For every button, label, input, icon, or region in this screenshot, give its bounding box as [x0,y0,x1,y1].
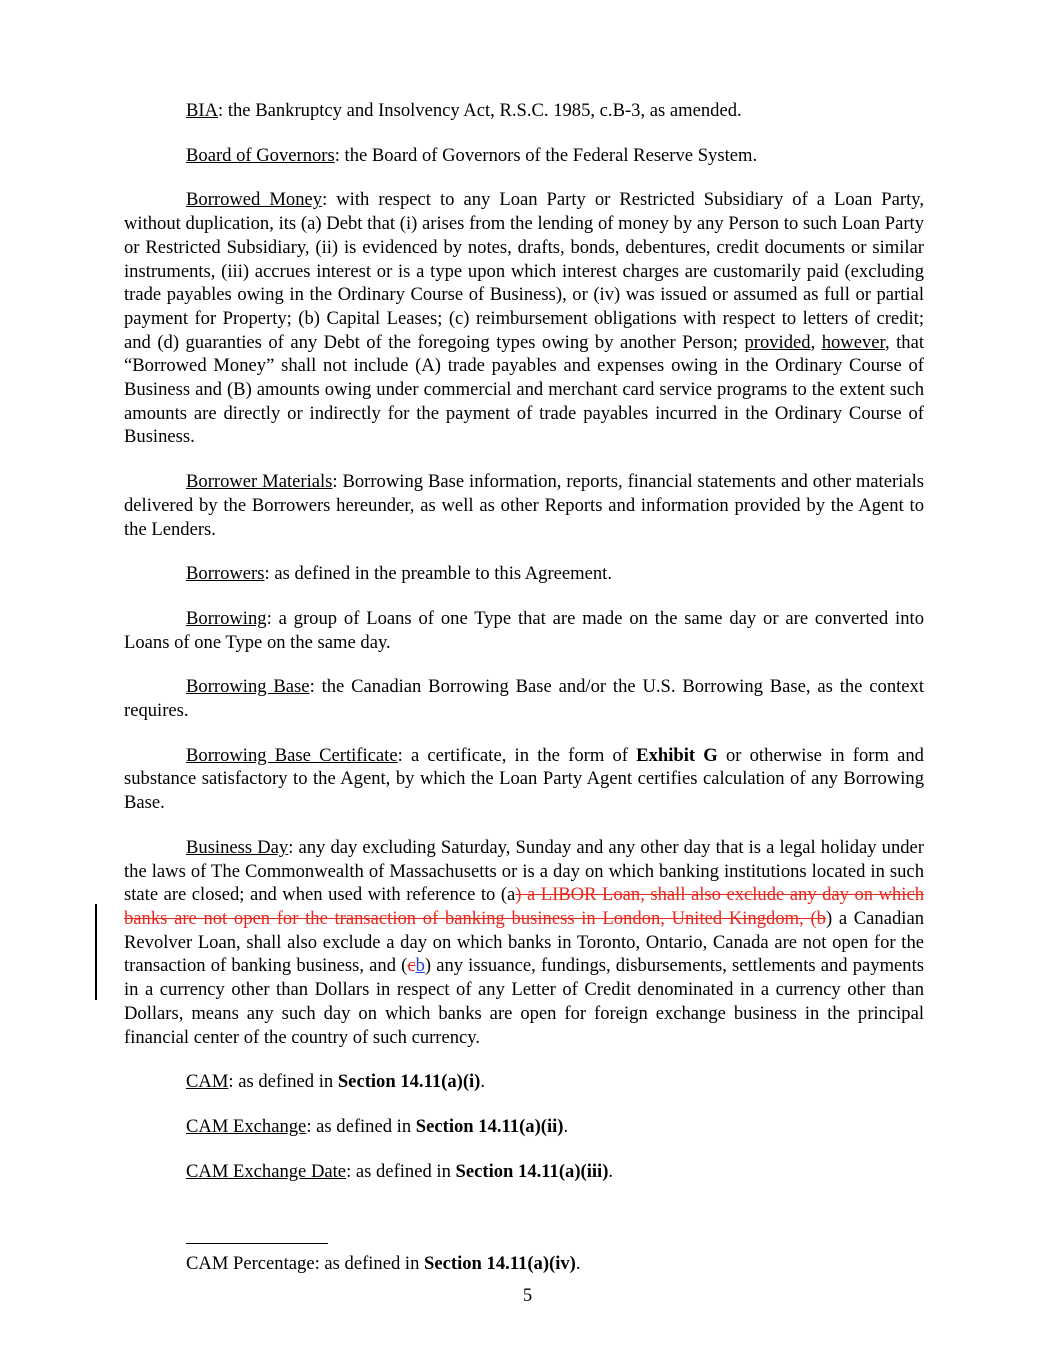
document-body [124,99,924,1204]
deleted-letter: c [407,955,416,977]
definition-text: ) any issuance, fundings, disbursements, settlements and payments in a currency other than Dollars in respect of any Letter of Credit denominated in a currency other than Dollars, means any such day on which banks are open for foreign exchange business in the principal financial center of the country of such currency. [124,955,924,1048]
term-cam-exchange: CAM Exchange [186,1115,307,1137]
term-cam-percentage: CAM Percentage [186,1253,315,1274]
definition-cam [124,1070,924,1094]
definition-text: : with respect to any Loan Party or Restricted Subsidiary of a Loan Party, without duplication, its (a) Debt that (i) arises from the lending of money by any Person to such Loan Party or Restricted Subsidiary, (ii) is evidenced by notes, drafts, bonds, debentures, credit documents or similar instruments, (iii) accrues interest or is a type upon which interest charges are customarily paid (excluding trade payables owing in the Ordinary Course of Business), or (iv) was issued or assumed as full or partial payment for Property; (b) Capital Leases; (c) reimbursement obligations with respect to letters of credit; and (d) guaranties of any Debt of the foregoing types owing by another Person; [124,189,924,353]
definition-text: : Borrowing Base information, reports, financial statements and other materials delivered by the Borrowers hereunder, as well as other Reports and information provided by the Agent to the Lenders. [124,471,924,540]
revision-change-bar [95,904,97,1000]
definition-borrowing-base [124,675,924,722]
deleted-text: ) a LIBOR Loan, shall also exclude any day on which banks are not open for the transaction of banking business in London, United Kingdom, (b [124,884,924,929]
definition-bia [124,99,924,123]
inserted-letter: b [415,955,425,977]
definition-text: : a group of Loans of one Type that are made on the same day or are converted into Loans of one Type on the same day. [124,607,924,653]
definition-text: : a certificate, in the form of [397,744,637,766]
period: . [563,1115,569,1137]
definition-cam-exchange [124,1115,924,1139]
term-borrowing-base: Borrowing Base [186,676,310,698]
term-borrowing: Borrowing [186,607,267,629]
definition-borrowing-base-certificate [124,744,924,815]
definition-text: ) a Canadian Revolver Loan, shall also exclude a day on which banks in Toronto, Ontario, Canada are not open for the transaction of banking business, and ( [124,907,924,977]
definition-text: : as defined in [228,1071,338,1093]
period: . [480,1071,486,1093]
definition-text: : any day excluding Saturday, Sunday and any other day that is a legal holiday under the laws of The Commonwealth of Massachusetts or is a day on which banking institutions located in such state are closed; and when used with reference to (a [124,836,924,906]
footnote-separator [186,1243,328,1244]
definition-business-day [124,836,924,1049]
term-business-day: Business Day [186,836,289,858]
term-borrowers: Borrowers [186,563,265,585]
definition-text: : as defined in the preamble to this Agreement. [264,563,612,585]
section-reference: Section 14.11(a)(iii) [455,1160,609,1182]
section-reference: Section 14.11(a)(i) [337,1071,481,1093]
definition-borrower-materials [124,470,924,541]
however-word: however [821,331,885,353]
definition-cam-exchange-date [124,1160,924,1184]
definition-text: : the Bankruptcy and Insolvency Act, R.S.C. 1985, c.B-3, as amended. [218,100,742,121]
page-number: 5 [522,1285,533,1306]
term-cam-exchange-date: CAM Exchange Date [186,1160,347,1182]
definition-borrowers [124,562,924,586]
definition-text: : the Canadian Borrowing Base and/or the U.S. Borrowing Base, as the context requires. [124,676,925,722]
term-borrowing-base-certificate: Borrowing Base Certificate [186,744,398,766]
definition-borrowing [124,607,924,654]
term-borrowed-money: Borrowed Money [186,189,323,211]
section-reference: Section 14.11(a)(ii) [415,1115,564,1137]
term-borrower-materials: Borrower Materials [186,471,333,493]
term-bia: BIA [186,100,219,121]
definition-text: : the Board of Governors of the Federal Reserve System. [334,144,758,166]
period: . [575,1253,581,1274]
definition-board-of-governors [124,144,924,168]
definition-text: : as defined in [314,1253,425,1274]
definition-text: : as defined in [346,1160,456,1182]
term-board-of-governors: Board of Governors [186,144,335,166]
comma: , [810,331,822,353]
section-reference: Section 14.11(a)(iv) [424,1253,576,1274]
exhibit-reference: Exhibit G [636,744,718,766]
definition-text: : as defined in [306,1115,416,1137]
definition-text: , that “Borrowed Money” shall not include (A) trade payables and expenses owing in the Ordinary Course of Business and (B) amounts owing under commercial and merchant card service programs to the extent such amounts are directly or indirectly for the payment of trade payables incurred in the Ordinary Course of Business. [124,331,924,448]
definition-borrowed-money [124,188,924,449]
term-cam: CAM [186,1071,229,1093]
period: . [608,1160,614,1182]
definition-text: or otherwise in form and substance satisfactory to the Agent, by which the Loan Party Agent certifies calculation of any Borrowing Base. [124,744,924,814]
definition-cam-percentage [186,1252,886,1276]
provided-word: provided [744,331,811,353]
